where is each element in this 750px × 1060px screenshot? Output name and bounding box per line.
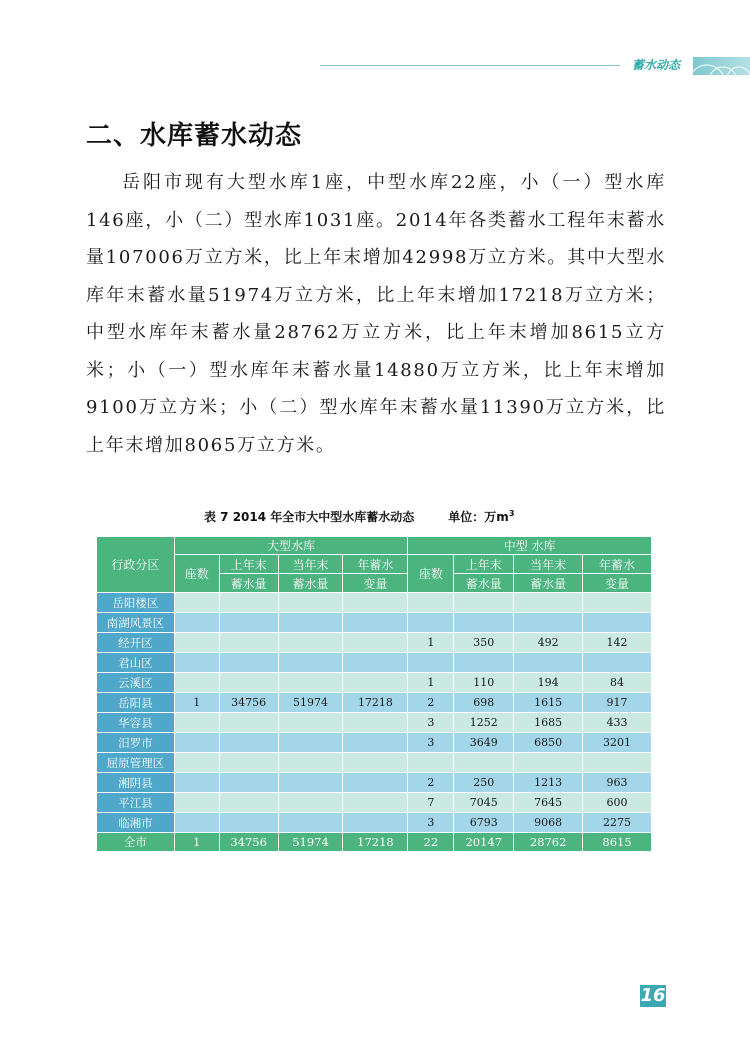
cell-l-count: 1 [174,833,219,852]
cell-l-curr [278,713,343,733]
cell-m-change [583,593,652,613]
cell-l-count [174,613,219,633]
cell-l-curr [278,673,343,693]
cell-region: 君山区 [97,653,175,673]
cell-region: 临湘市 [97,813,175,833]
table-caption [204,508,514,525]
cell-m-change: 2275 [583,813,652,833]
cell-l-change [343,653,408,673]
cell-l-count [174,673,219,693]
cell-m-prev [454,613,514,633]
cell-l-curr: 51974 [278,693,343,713]
section-heading: 二、水库蓄水动态 [86,121,303,151]
cell-region: 岳阳县 [97,693,175,713]
cell-l-change [343,613,408,633]
table-total-row [97,833,652,852]
reservoir-storage-table [96,536,652,852]
cell-m-curr: 492 [514,633,583,653]
table-row [97,753,652,773]
cell-m-curr: 6850 [514,733,583,753]
cell-l-prev [219,733,278,753]
cell-region: 华容县 [97,713,175,733]
cell-l-change [343,793,408,813]
header-rule [320,65,620,66]
cell-l-count [174,753,219,773]
cell-l-curr [278,793,343,813]
cell-m-change: 142 [583,633,652,653]
cell-m-curr: 7645 [514,793,583,813]
cell-region: 岳阳楼区 [97,593,175,613]
header-large-reservoir: 大型水库 [174,537,408,555]
cell-l-prev [219,773,278,793]
table-row [97,593,652,613]
cell-l-prev [219,713,278,733]
table-row [97,693,652,713]
cell-m-count [408,653,454,673]
cell-region: 南湖风景区 [97,613,175,633]
header-region: 行政分区 [97,537,175,593]
table-row [97,613,652,633]
cell-m-count: 2 [408,693,454,713]
cell-m-change: 917 [583,693,652,713]
cell-m-count: 2 [408,773,454,793]
cell-l-change [343,773,408,793]
table-title: 表 7 2014 年全市大中型水库蓄水动态 [204,510,415,524]
body-paragraph: 岳阳市现有大型水库1座，中型水库22座，小（一）型水库146座，小（二）型水库1031座。2014年各类蓄水工程年末蓄水量107006万立方米，比上年末增加42998万立方米。其中大型水库年末蓄水量51974万立方米，比上年末增加17218万立方米；中型水库年末蓄水量28762万立方米，比上年末增加8615立方米；小（一）型水库年末蓄水量14880万立方米，比上年末增加9100万立方米；小（二）型水库年末蓄水量11390万立方米，比上年末增加8065万立方米。 [86,172,666,456]
cell-l-change [343,633,408,653]
cell-m-change: 963 [583,773,652,793]
header-medium-curr: 当年末 [514,555,583,574]
cell-l-prev [219,793,278,813]
section-label: 蓄水动态 [632,58,681,72]
cell-l-count [174,793,219,813]
cell-m-prev: 110 [454,673,514,693]
cell-l-count [174,733,219,753]
header-medium-curr-2: 蓄水量 [514,574,583,593]
header-large-change-2: 变量 [343,574,408,593]
cell-l-prev: 34756 [219,833,278,852]
table-row [97,733,652,753]
cell-m-count: 22 [408,833,454,852]
cell-m-curr [514,593,583,613]
table-row [97,653,652,673]
cell-m-curr [514,753,583,773]
cell-m-curr [514,653,583,673]
cell-m-curr: 1213 [514,773,583,793]
cell-m-count: 7 [408,793,454,813]
cell-m-prev [454,753,514,773]
cell-l-curr [278,653,343,673]
cell-m-curr: 194 [514,673,583,693]
cell-m-curr: 1685 [514,713,583,733]
cell-m-prev: 1252 [454,713,514,733]
cell-m-change: 84 [583,673,652,693]
cell-l-curr [278,613,343,633]
cell-m-prev [454,593,514,613]
cell-l-count [174,653,219,673]
cell-m-curr: 9068 [514,813,583,833]
table-row [97,773,652,793]
cell-region: 汨罗市 [97,733,175,753]
cell-m-prev [454,653,514,673]
table-row [97,713,652,733]
header-large-curr: 当年末 [278,555,343,574]
cell-m-count: 1 [408,673,454,693]
cell-region: 经开区 [97,633,175,653]
cell-l-change [343,593,408,613]
cell-m-change: 8615 [583,833,652,852]
header-medium-change: 年蓄水 [583,555,652,574]
cell-l-change [343,753,408,773]
table-row [97,673,652,693]
cell-m-prev: 698 [454,693,514,713]
cell-m-change: 600 [583,793,652,813]
cell-region: 平江县 [97,793,175,813]
cell-region: 云溪区 [97,673,175,693]
cell-region: 湘阴县 [97,773,175,793]
header-large-prev-2: 蓄水量 [219,574,278,593]
cell-m-count [408,613,454,633]
cell-m-count [408,593,454,613]
cell-m-curr: 28762 [514,833,583,852]
cell-l-count [174,633,219,653]
cell-l-curr: 51974 [278,833,343,852]
cell-l-change: 17218 [343,693,408,713]
cell-l-curr [278,633,343,653]
header-large-prev: 上年末 [219,555,278,574]
header-medium-prev: 上年末 [454,555,514,574]
cell-l-prev: 34756 [219,693,278,713]
cell-m-change [583,653,652,673]
table-row [97,813,652,833]
cell-l-prev [219,633,278,653]
cell-m-change: 3201 [583,733,652,753]
cell-m-count: 3 [408,733,454,753]
header-large-change: 年蓄水 [343,555,408,574]
cell-l-curr [278,733,343,753]
cell-m-change: 433 [583,713,652,733]
table-unit: 单位：万$m^3$ [448,509,515,524]
cell-l-prev [219,613,278,633]
cell-region: 屈原管理区 [97,753,175,773]
cell-l-prev [219,653,278,673]
cell-l-count [174,773,219,793]
header-medium-reservoir: 中型 水库 [408,537,652,555]
header-large-count: 座数 [174,555,219,593]
cell-region: 全市 [97,833,175,852]
cell-m-change [583,753,652,773]
cell-l-change [343,733,408,753]
page-number: 16 [640,985,666,1006]
cell-l-curr [278,593,343,613]
cell-l-prev [219,593,278,613]
cell-m-prev: 350 [454,633,514,653]
cell-m-prev: 250 [454,773,514,793]
cell-l-curr [278,813,343,833]
cell-l-change [343,673,408,693]
cell-m-prev: 7045 [454,793,514,813]
cell-l-count: 1 [174,693,219,713]
cell-l-change [343,813,408,833]
cell-l-count [174,813,219,833]
cell-m-change [583,613,652,633]
cell-l-prev [219,813,278,833]
cell-l-curr [278,773,343,793]
cell-m-prev: 20147 [454,833,514,852]
cell-l-prev [219,673,278,693]
cell-l-change: 17218 [343,833,408,852]
header-large-curr-2: 蓄水量 [278,574,343,593]
cell-l-count [174,713,219,733]
cell-l-prev [219,753,278,773]
table-row [97,633,652,653]
cell-l-count [174,593,219,613]
header-medium-count: 座数 [408,555,454,593]
cell-m-curr [514,613,583,633]
cell-m-count: 3 [408,813,454,833]
cell-m-count: 3 [408,713,454,733]
cell-l-curr [278,753,343,773]
cell-m-count: 1 [408,633,454,653]
table-row [97,793,652,813]
header-medium-change-2: 变量 [583,574,652,593]
cell-m-curr: 1615 [514,693,583,713]
cell-m-prev: 6793 [454,813,514,833]
cell-l-change [343,713,408,733]
header-medium-prev-2: 蓄水量 [454,574,514,593]
cell-m-count [408,753,454,773]
cell-m-prev: 3649 [454,733,514,753]
header-decoration-icon [693,57,750,75]
